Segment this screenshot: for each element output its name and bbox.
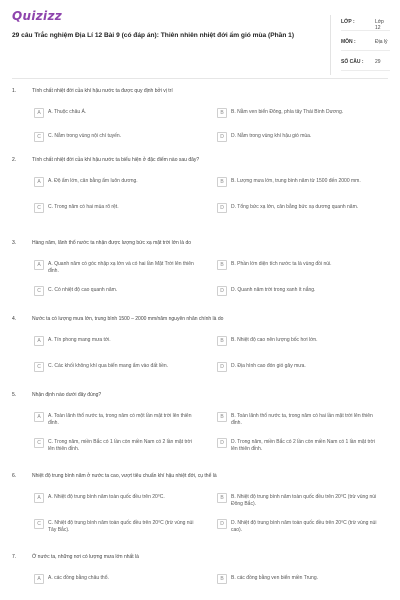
option-letter-badge: D bbox=[217, 519, 227, 529]
question-number: 3. bbox=[12, 240, 17, 246]
question-4 bbox=[12, 316, 388, 386]
meta-count bbox=[341, 55, 390, 71]
option-text: D. Nằm trong vùng khí hậu gió mùa. bbox=[231, 133, 312, 139]
question-text: Ở nước ta, những nơi có lượng mưa lớn nhất là bbox=[32, 554, 139, 560]
question-number: 7. bbox=[12, 554, 17, 560]
option-text: C. Nằm trong vùng nội chí tuyến. bbox=[48, 133, 122, 139]
question-7 bbox=[12, 554, 388, 600]
option-letter-badge: B bbox=[217, 260, 227, 270]
count-value: 29 bbox=[375, 59, 381, 65]
option-text: B. Phần lớn diện tích nước ta là vùng đồi núi. bbox=[231, 261, 332, 267]
option-text: D. Địa hình cao đón gió gây mưa. bbox=[231, 363, 306, 369]
question-text: Hàng năm, lãnh thổ nước ta nhận được lượng bức xạ mặt trời lớn là do bbox=[32, 240, 192, 246]
option-text: A. các đồng bằng châu thổ. bbox=[48, 575, 109, 581]
quizizz-logo: Quizizz bbox=[12, 9, 63, 23]
option-letter-badge: A bbox=[34, 108, 44, 118]
question-number: 4. bbox=[12, 316, 17, 322]
question-number: 1. bbox=[12, 88, 17, 94]
option-letter-badge: C bbox=[34, 362, 44, 372]
option-text: D. Trong năm, miền Bắc có 2 lần còn miền Nam có 1 lần mặt trời lên thiên đỉnh. bbox=[231, 439, 375, 452]
option-text: A. Độ ẩm lớn, cân bằng ẩm luôn dương. bbox=[48, 178, 138, 184]
class-value: Lớp 12 bbox=[375, 19, 384, 31]
option-text: A. Quanh năm có góc nhập xạ lớn và có hai lần Mặt Trời lên thiên đỉnh. bbox=[48, 261, 194, 274]
question-number: 6. bbox=[12, 473, 17, 479]
option-letter-badge: C bbox=[34, 519, 44, 529]
option-letter-badge: C bbox=[34, 438, 44, 448]
option-letter-badge: B bbox=[217, 412, 227, 422]
question-3 bbox=[12, 240, 388, 310]
option-letter-badge: D bbox=[217, 438, 227, 448]
option-letter-badge: D bbox=[217, 203, 227, 213]
option-text: A. Tín phong mang mưa tới. bbox=[48, 337, 111, 343]
option-text: B. Toàn lãnh thổ nước ta, trong năm có hai lần mặt trời lên thiên đỉnh. bbox=[231, 413, 373, 426]
question-text: Nhận định nào dưới đây đúng? bbox=[32, 392, 102, 398]
count-label: SỐ CÂU : bbox=[341, 59, 364, 65]
subject-label: MÔN : bbox=[341, 39, 356, 45]
option-text: B. Nằm ven biển Đông, phía tây Thái Bình Dương. bbox=[231, 109, 344, 115]
worksheet-header bbox=[12, 9, 392, 71]
option-text: D. Quanh năm trời trong xanh ít nắng. bbox=[231, 287, 316, 293]
option-letter-badge: A bbox=[34, 336, 44, 346]
question-1 bbox=[12, 88, 388, 158]
option-text: B. Nhiệt độ trung bình năm toàn quốc đều trên 20⁰C (trừ vùng núi Đông Bắc). bbox=[231, 494, 377, 507]
class-label: LỚP : bbox=[341, 19, 355, 25]
question-number: 2. bbox=[12, 157, 17, 163]
option-letter-badge: C bbox=[34, 286, 44, 296]
option-letter-badge: C bbox=[34, 203, 44, 213]
option-letter-badge: A bbox=[34, 177, 44, 187]
option-letter-badge: B bbox=[217, 493, 227, 503]
question-text: Tính chất nhiệt đới của khí hậu nước ta biểu hiện ở đặc điểm nào sau đây? bbox=[32, 157, 200, 163]
question-6 bbox=[12, 473, 388, 543]
option-letter-badge: D bbox=[217, 362, 227, 372]
option-letter-badge: B bbox=[217, 108, 227, 118]
meta-subject bbox=[341, 35, 390, 51]
meta-class bbox=[341, 15, 390, 31]
question-2 bbox=[12, 157, 388, 227]
option-letter-badge: B bbox=[217, 177, 227, 187]
option-text: C. Nhiệt độ trung bình năm toàn quốc đều trên 20⁰C (trừ vùng núi Tây Bắc). bbox=[48, 520, 194, 533]
option-letter-badge: B bbox=[217, 336, 227, 346]
option-letter-badge: D bbox=[217, 286, 227, 296]
option-letter-badge: A bbox=[34, 574, 44, 584]
option-letter-badge: C bbox=[34, 132, 44, 142]
page-title: 29 câu Trắc nghiệm Địa Lí 12 Bài 9 (có đáp án): Thiên nhiên nhiệt đới ẩm gió mùa (Phần 1) bbox=[12, 32, 295, 39]
option-text: D. Nhiệt độ trung bình năm toàn quốc đều trên 20⁰C (trừ vùng núi cao). bbox=[231, 520, 377, 533]
question-number: 5. bbox=[12, 392, 17, 398]
option-text: C. Có nhiệt độ cao quanh năm. bbox=[48, 287, 118, 293]
option-letter-badge: A bbox=[34, 493, 44, 503]
option-text: C. Trong năm, miền Bắc có 1 lần còn miền Nam có 2 lần mặt trời lên thiên đỉnh. bbox=[48, 439, 192, 452]
option-text: A. Thuộc châu Á. bbox=[48, 109, 87, 115]
option-text: B. các đồng bằng ven biển miền Trung. bbox=[231, 575, 319, 581]
option-text: D. Tổng bức xạ lớn, cân bằng bức xạ dương quanh năm. bbox=[231, 204, 359, 210]
option-text: A. Toàn lãnh thổ nước ta, trong năm có một lần mặt trời lên thiên đỉnh. bbox=[48, 413, 192, 426]
question-text: Nước ta có lượng mưa lớn, trung bình 1500 – 2000 mm/năm nguyên nhân chính là do bbox=[32, 316, 224, 322]
question-text: Tính chất nhiệt đới của khí hậu nước ta được quy định bởi vị trí bbox=[32, 88, 173, 94]
option-text: B. Lượng mưa lớn, trung bình năm từ 1500 đến 2000 mm. bbox=[231, 178, 361, 184]
meta-panel bbox=[330, 15, 390, 75]
question-text: Nhiệt độ trung bình năm ở nước ta cao, vượt tiêu chuẩn khí hậu nhiệt đới, cụ thể là bbox=[32, 473, 217, 479]
option-text: C. Trong năm có hai mùa rõ rệt. bbox=[48, 204, 119, 210]
question-5 bbox=[12, 392, 388, 462]
option-text: C. Các khối không khí qua biển mang ẩm vào đất liền. bbox=[48, 363, 169, 369]
subject-value: Địa lý bbox=[375, 39, 388, 45]
header-divider bbox=[12, 78, 388, 79]
option-text: B. Nhiệt độ cao nên lượng bốc hơi lớn. bbox=[231, 337, 318, 343]
option-text: A. Nhiệt độ trung bình năm toàn quốc đều trên 20⁰C. bbox=[48, 494, 165, 500]
option-letter-badge: A bbox=[34, 412, 44, 422]
option-letter-badge: A bbox=[34, 260, 44, 270]
option-letter-badge: D bbox=[217, 132, 227, 142]
option-letter-badge: B bbox=[217, 574, 227, 584]
